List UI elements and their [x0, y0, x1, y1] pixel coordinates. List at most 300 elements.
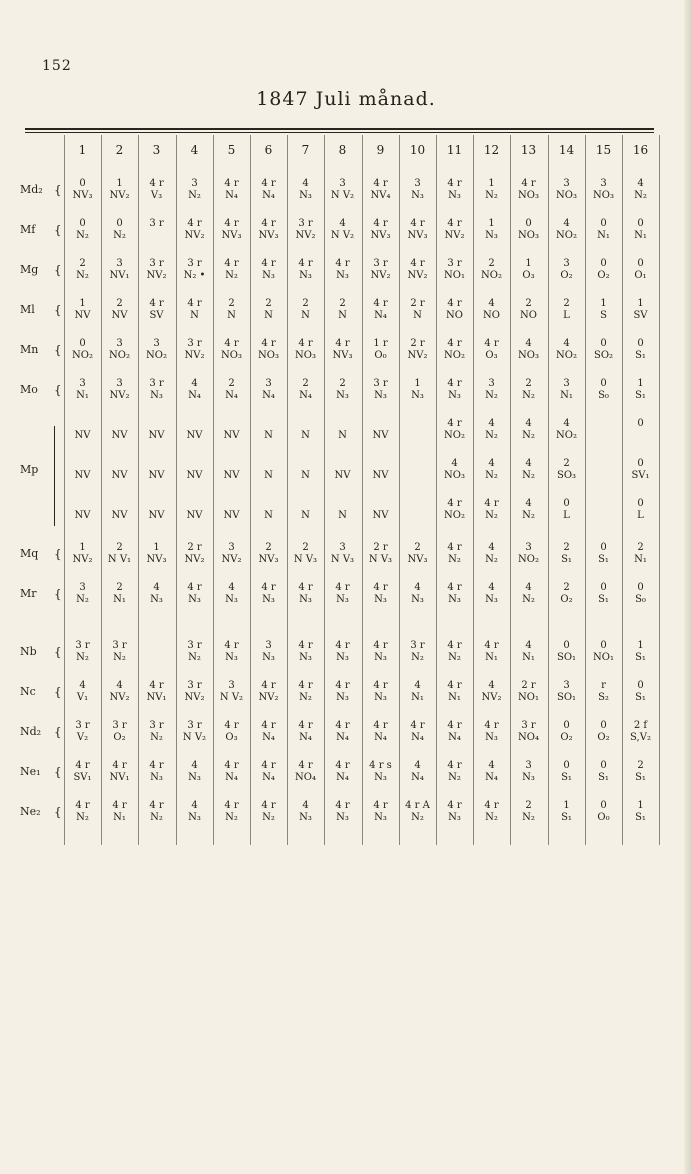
table-cell	[510, 498, 547, 522]
cloud-value: 2	[563, 298, 570, 309]
cloud-value	[287, 418, 324, 430]
table-cell	[362, 418, 399, 442]
wind-value: N₃	[485, 230, 498, 241]
wind-value: O₂	[113, 732, 126, 743]
table-cell	[436, 178, 473, 202]
table-cell	[138, 760, 175, 784]
wind-value: N₂	[76, 230, 89, 241]
row-label: Md₂	[20, 183, 43, 196]
row-brace: {	[54, 587, 62, 601]
table-cell	[250, 800, 287, 824]
table-cell	[548, 418, 585, 442]
cloud-value: 4	[414, 582, 421, 593]
wind-value: N₂	[485, 430, 498, 441]
wind-value: N₂	[522, 594, 535, 605]
cloud-value	[585, 458, 622, 470]
cloud-value: 2	[525, 378, 532, 389]
table-cell	[64, 418, 101, 442]
cloud-value: 3 r	[187, 680, 202, 691]
wind-value: N₂	[299, 692, 312, 703]
table-cell	[585, 800, 622, 824]
wind-value: NV	[111, 430, 128, 441]
cloud-value: 0	[600, 720, 607, 731]
cloud-value: 3	[265, 378, 272, 389]
cloud-value: 0	[637, 338, 644, 349]
table-cell	[64, 218, 101, 242]
row-label: Ne₁	[20, 765, 41, 778]
wind-value: NV	[148, 470, 165, 481]
cloud-value: 4 r	[484, 720, 499, 731]
wind-value: O₃	[485, 350, 498, 361]
wind-value: SO₃	[556, 470, 577, 481]
cloud-value	[138, 498, 175, 510]
cloud-value: 3	[228, 542, 235, 553]
table-cell	[510, 218, 547, 242]
cloud-value: 0	[600, 582, 607, 593]
cloud-value: 0	[600, 258, 607, 269]
cloud-value: 4	[191, 760, 198, 771]
cloud-value	[176, 418, 213, 430]
wind-value: N₂	[522, 470, 535, 481]
cloud-value	[64, 458, 101, 470]
row-label: Nd₂	[20, 725, 42, 738]
wind-value: N₄	[225, 190, 238, 201]
cloud-value: 3	[116, 338, 123, 349]
wind-value: N₂	[411, 652, 424, 663]
cloud-value: 1	[488, 178, 495, 189]
table-cell	[362, 218, 399, 242]
cloud-value: 4 r	[447, 680, 462, 691]
cloud-value: 4 r	[261, 178, 276, 189]
table-cell	[362, 720, 399, 744]
wind-value: N₂	[485, 470, 498, 481]
wind-value: N	[338, 310, 347, 321]
table-cell	[473, 800, 510, 824]
wind-value: NV₁	[109, 270, 130, 281]
wind-value: NO₂	[444, 510, 465, 521]
row-brace: {	[54, 383, 62, 397]
table-cell	[622, 378, 659, 402]
table-cell	[548, 258, 585, 282]
row-label: Mg	[20, 263, 39, 276]
cloud-value	[176, 498, 213, 510]
wind-value: NV	[74, 470, 91, 481]
table-cell	[64, 338, 101, 362]
column-divider	[659, 135, 660, 845]
wind-value: L	[563, 310, 570, 321]
cloud-value: 4 r	[335, 760, 350, 771]
wind-value: N₁	[522, 652, 535, 663]
table-cell	[324, 720, 361, 744]
cloud-value: 4	[191, 378, 198, 389]
table-cell	[399, 298, 436, 322]
cloud-value: 4 r	[447, 218, 462, 229]
table-cell	[436, 458, 473, 482]
wind-value: NV	[111, 310, 128, 321]
cloud-value: 4 r	[410, 720, 425, 731]
cloud-value	[250, 498, 287, 510]
table-cell	[176, 498, 213, 522]
wind-value: N₃	[448, 390, 461, 401]
cloud-value: 3	[600, 178, 607, 189]
wind-value: N₂	[150, 732, 163, 743]
table-cell	[436, 640, 473, 664]
cloud-value: 0	[525, 218, 532, 229]
table-cell	[213, 640, 250, 664]
cloud-value: 4 r	[447, 298, 462, 309]
cloud-value: 3	[339, 178, 346, 189]
cloud-value	[213, 418, 250, 430]
wind-value: NV₃	[370, 230, 391, 241]
cloud-value: 2	[637, 760, 644, 771]
wind-value: N₂	[188, 190, 201, 201]
table-cell	[64, 258, 101, 282]
table-cell	[324, 338, 361, 362]
wind-value: S₁	[598, 554, 609, 565]
cloud-value: 0	[600, 218, 607, 229]
wind-value: O₂	[560, 270, 573, 281]
wind-value: N₃	[336, 594, 349, 605]
cloud-value	[324, 498, 361, 510]
table-cell	[64, 800, 101, 824]
wind-value: N₂	[485, 390, 498, 401]
cloud-value: 2	[265, 542, 272, 553]
cloud-value: 4	[488, 458, 495, 469]
wind-value: NO₃	[518, 190, 539, 201]
table-cell	[473, 258, 510, 282]
wind-value: NO	[446, 310, 463, 321]
cloud-value: 3 r	[75, 720, 90, 731]
table-cell	[287, 680, 324, 704]
row-label: Mr	[20, 587, 37, 600]
cloud-value: 3	[525, 760, 532, 771]
table-cell	[473, 582, 510, 606]
wind-value: N₄	[374, 310, 387, 321]
cloud-value: 4 r	[373, 680, 388, 691]
column-header: 16	[632, 143, 649, 157]
wind-value: O₃	[225, 732, 238, 743]
wind-value	[399, 470, 436, 482]
wind-value: NO₂	[556, 230, 577, 241]
wind-value	[399, 430, 436, 442]
cloud-value: 2	[563, 458, 570, 469]
wind-value: NO₃	[518, 350, 539, 361]
table-cell	[473, 218, 510, 242]
table-cell	[548, 760, 585, 784]
table-cell	[585, 338, 622, 362]
wind-value: N₃	[374, 594, 387, 605]
table-cell	[138, 178, 175, 202]
cloud-value: 3	[191, 178, 198, 189]
table-cell	[138, 582, 175, 606]
cloud-value	[213, 458, 250, 470]
cloud-value: 0	[637, 418, 644, 429]
table-cell	[473, 178, 510, 202]
cloud-value	[585, 498, 622, 510]
cloud-value: 0	[563, 720, 570, 731]
cloud-value: 0	[637, 498, 644, 509]
cloud-value: 4	[637, 178, 644, 189]
table-cell	[436, 378, 473, 402]
wind-value: N V₃	[368, 554, 393, 565]
wind-value: N₂ •	[183, 270, 206, 281]
wind-value: N₂	[225, 812, 238, 823]
table-cell	[213, 760, 250, 784]
cloud-value: 2	[414, 542, 421, 553]
cloud-value: 4	[563, 418, 570, 429]
table-cell	[324, 258, 361, 282]
cloud-value	[250, 418, 287, 430]
row-brace: {	[54, 645, 62, 659]
wind-value	[585, 470, 622, 482]
table-cell	[622, 218, 659, 242]
cloud-value: 4 r	[447, 760, 462, 771]
table-cell	[622, 760, 659, 784]
cloud-value: 4 r	[410, 258, 425, 269]
wind-value: N₃	[448, 594, 461, 605]
table-cell	[473, 378, 510, 402]
wind-value: N₄	[262, 732, 275, 743]
cloud-value: 2	[525, 800, 532, 811]
cloud-value: 4 r	[373, 178, 388, 189]
cloud-value: 3	[265, 640, 272, 651]
cloud-value: 1 r	[373, 338, 388, 349]
row-label: Mq	[20, 547, 39, 560]
cloud-value: 4 r	[335, 800, 350, 811]
wind-value: NV₃	[407, 230, 428, 241]
cloud-value: 0	[637, 258, 644, 269]
table-cell	[436, 218, 473, 242]
cloud-value: 4	[488, 760, 495, 771]
table-cell	[436, 542, 473, 566]
cloud-value: 1	[525, 258, 532, 269]
column-header: 13	[520, 143, 537, 157]
wind-value: NV₃	[72, 190, 93, 201]
wind-value: NV₂	[184, 692, 205, 703]
table-cell	[399, 378, 436, 402]
wind-value: N	[264, 430, 273, 441]
cloud-value: 4 r	[261, 258, 276, 269]
table-cell	[585, 378, 622, 402]
cloud-value: 2	[302, 378, 309, 389]
cloud-value: 4	[153, 582, 160, 593]
table-cell	[213, 680, 250, 704]
table-cell	[622, 800, 659, 824]
table-cell	[250, 298, 287, 322]
cloud-value: 2	[563, 542, 570, 553]
wind-value: S₁	[635, 390, 646, 401]
table-cell	[622, 720, 659, 744]
cloud-value	[101, 498, 138, 510]
cloud-value: 2	[488, 258, 495, 269]
cloud-value: 2	[265, 298, 272, 309]
row-label: Ne₂	[20, 805, 41, 818]
table-cell	[324, 378, 361, 402]
wind-value: N₄	[374, 732, 387, 743]
row-brace: {	[54, 343, 62, 357]
cloud-value	[101, 458, 138, 470]
cloud-value	[362, 418, 399, 430]
cloud-value	[213, 498, 250, 510]
table-cell	[362, 542, 399, 566]
page-number: 152	[42, 58, 72, 74]
table-cell	[548, 542, 585, 566]
table-cell	[64, 298, 101, 322]
table-cell	[287, 178, 324, 202]
wind-value: NV₃	[146, 554, 167, 565]
wind-value: NV	[148, 510, 165, 521]
table-cell	[138, 218, 175, 242]
row-label: Mp	[20, 463, 39, 476]
wind-value: N₄	[411, 772, 424, 783]
wind-value: NV	[334, 470, 351, 481]
wind-value: O₀	[597, 812, 610, 823]
wind-value: NO₁	[593, 652, 614, 663]
cloud-value: 1	[414, 378, 421, 389]
table-cell	[548, 640, 585, 664]
table-cell	[176, 640, 213, 664]
cloud-value	[399, 498, 436, 510]
cloud-value: 0	[563, 640, 570, 651]
table-cell	[64, 542, 101, 566]
table-cell	[101, 720, 138, 744]
table-cell	[138, 378, 175, 402]
cloud-value: 4	[79, 680, 86, 691]
table-cell	[399, 800, 436, 824]
wind-value: N₁	[597, 230, 610, 241]
wind-value: S₀	[598, 390, 609, 401]
table-cell	[250, 542, 287, 566]
wind-value: NO₂	[481, 270, 502, 281]
cloud-value: 4 r	[447, 338, 462, 349]
cloud-value: 0	[600, 800, 607, 811]
table-cell	[399, 258, 436, 282]
cloud-value: 4 r	[447, 640, 462, 651]
table-cell	[585, 178, 622, 202]
table-cell	[176, 338, 213, 362]
cloud-value: 3	[153, 338, 160, 349]
wind-value: V₂	[76, 732, 89, 743]
table-cell	[213, 378, 250, 402]
cloud-value	[585, 418, 622, 430]
table-cell	[362, 298, 399, 322]
cloud-value: 4	[339, 218, 346, 229]
wind-value: S	[600, 310, 607, 321]
cloud-value: 3	[563, 258, 570, 269]
cloud-value: 4 r	[187, 218, 202, 229]
wind-value: NV	[148, 430, 165, 441]
wind-value: N₃	[188, 812, 201, 823]
table-cell	[585, 498, 622, 522]
cloud-value: 4 r	[261, 338, 276, 349]
wind-value: NV	[186, 430, 203, 441]
wind-value: N₃	[225, 594, 238, 605]
table-cell	[101, 258, 138, 282]
cloud-value: 1	[637, 800, 644, 811]
cloud-value: 4	[525, 338, 532, 349]
cloud-value: 4 r	[373, 582, 388, 593]
wind-value: NV₂	[109, 692, 130, 703]
cloud-value: 1	[637, 298, 644, 309]
wind-value: NV	[223, 470, 240, 481]
cloud-value: 4	[451, 458, 458, 469]
wind-value: N₃	[225, 652, 238, 663]
table-cell	[250, 338, 287, 362]
cloud-value: 4 r	[447, 178, 462, 189]
cloud-value: 4	[228, 582, 235, 593]
wind-value: N₁	[634, 230, 647, 241]
cloud-value: 2	[525, 298, 532, 309]
row-label: Mo	[20, 383, 38, 396]
wind-value: N₃	[411, 594, 424, 605]
cloud-value	[138, 418, 175, 430]
table-cell	[399, 418, 436, 442]
wind-value: N₄	[336, 732, 349, 743]
table-cell	[436, 760, 473, 784]
table-cell	[585, 218, 622, 242]
table-cell	[436, 338, 473, 362]
cloud-value: 4	[488, 582, 495, 593]
wind-value: N	[413, 310, 422, 321]
wind-value	[399, 510, 436, 522]
cloud-value: 3 r	[112, 640, 127, 651]
table-cell	[510, 258, 547, 282]
wind-value: NO₂	[444, 430, 465, 441]
cloud-value: 0	[600, 760, 607, 771]
cloud-value: 0	[600, 338, 607, 349]
table-cell	[287, 542, 324, 566]
cloud-value: 1	[79, 298, 86, 309]
wind-value: N₂	[448, 772, 461, 783]
wind-value: NV₂	[184, 350, 205, 361]
cloud-value: 4 r	[149, 680, 164, 691]
wind-value: NO₄	[518, 732, 539, 743]
table-cell	[101, 458, 138, 482]
table-cell	[585, 640, 622, 664]
table-cell	[622, 338, 659, 362]
cloud-value: 4 r A	[405, 800, 430, 811]
wind-value: NO₂	[72, 350, 93, 361]
table-cell	[548, 378, 585, 402]
wind-value: N₁	[448, 692, 461, 703]
cloud-value	[101, 418, 138, 430]
table-cell	[287, 640, 324, 664]
table-cell	[324, 640, 361, 664]
wind-value: N₃	[299, 652, 312, 663]
cloud-value: 2 r	[521, 680, 536, 691]
cloud-value: 0	[637, 582, 644, 593]
cloud-value	[250, 458, 287, 470]
cloud-value	[324, 458, 361, 470]
row-group-bracket	[54, 426, 59, 526]
wind-value: NO₂	[556, 350, 577, 361]
cloud-value: 4 r	[149, 298, 164, 309]
wind-value: N₃	[336, 692, 349, 703]
column-header: 12	[483, 143, 500, 157]
cloud-value: 3	[79, 378, 86, 389]
wind-value: N₄	[188, 390, 201, 401]
cloud-value: 4 r	[75, 800, 90, 811]
table-cell	[399, 458, 436, 482]
cloud-value: 3 r	[373, 378, 388, 389]
cloud-value: 4 r	[224, 720, 239, 731]
table-cell	[548, 800, 585, 824]
cloud-value: 4 r	[298, 720, 313, 731]
cloud-value	[176, 458, 213, 470]
wind-value: N₁	[113, 812, 126, 823]
table-cell	[101, 582, 138, 606]
table-cell	[101, 338, 138, 362]
